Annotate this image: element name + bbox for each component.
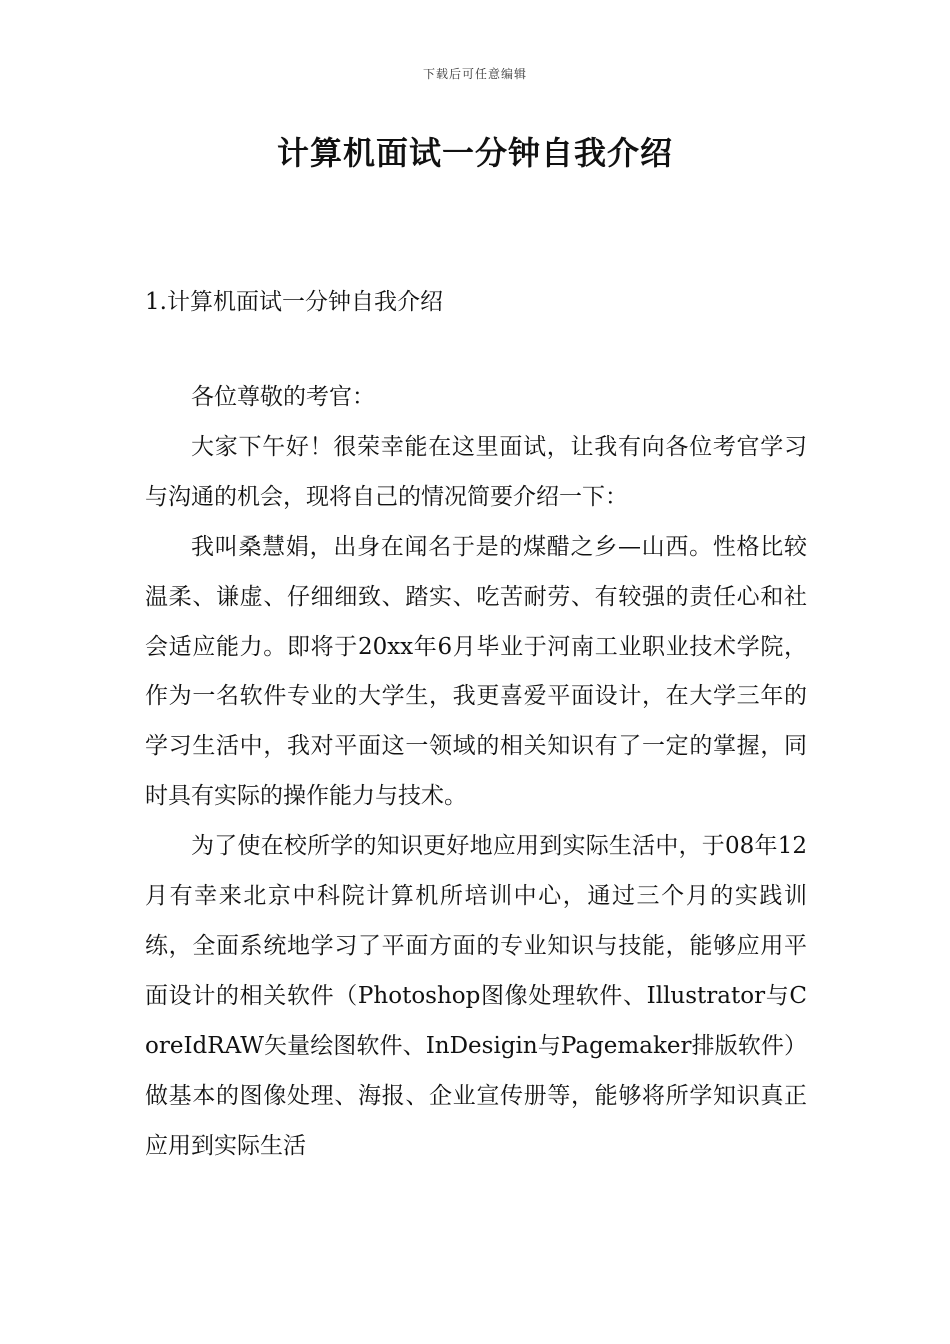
paragraph-greeting: 大家下午好！很荣幸能在这里面试，让我有向各位考官学习与沟通的机会，现将自己的情况简要介绍一下：: [145, 433, 807, 510]
paragraph-salutation: 各位尊敬的考官：: [191, 384, 375, 410]
paragraph-training: 为了使在校所学的知识更好地应用到实际生活中，于08年12月有幸来北京中科院计算机所培训中心，通过三个月的实践训练，全面系统地学习了平面方面的专业知识与技能，能够应用平面设计的相关软件（Photoshop图像处理软件、Illustrator与CoreIdRAW矢量绘图软件、InDesigin与Pagemaker排版软件）做基本的图像处理、海报、企业宣传册等，能够将所学知识真正应用到实际生活: [145, 833, 807, 1159]
paragraph-background: 我叫桑慧娟，出身在闻名于是的煤醋之乡—山西。性格比较温柔、谦虚、仔细细致、踏实、吃苦耐劳、有较强的责任心和社会适应能力。即将于20xx年6月毕业于河南工业职业技术学院，作为一名软件专业的大学生，我更喜爱平面设计，在大学三年的学习生活中，我对平面这一领域的相关知识有了一定的掌握，同时具有实际的操作能力与技术。: [145, 533, 807, 810]
header-note: 下载后可任意编辑: [422, 67, 527, 81]
document-title: 计算机面试一分钟自我介绍: [276, 134, 673, 172]
body-text: [145, 373, 807, 1172]
section-heading: 1.计算机面试一分钟自我介绍: [145, 289, 443, 315]
